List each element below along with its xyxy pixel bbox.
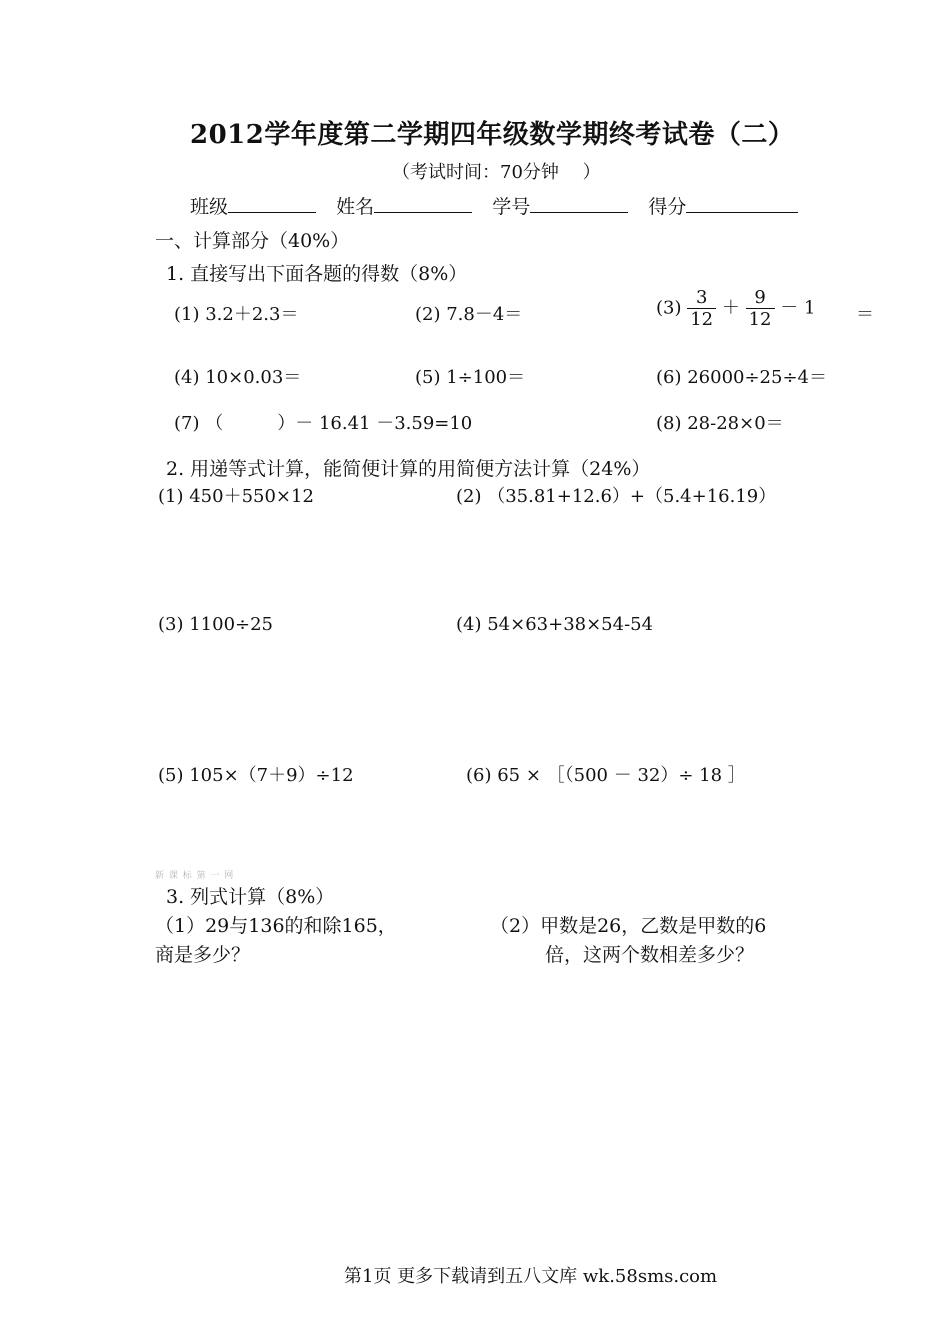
p1-q5: (5) 1÷100＝: [415, 367, 526, 388]
fraction-9-12: [746, 287, 775, 330]
exam-time: （考试时间：70分钟 ）: [392, 162, 601, 183]
part2-heading: 2. 用递等式计算，能简便计算的用简便方法计算（24%）: [166, 458, 651, 480]
student-number-blank[interactable]: [530, 192, 628, 213]
fraction-3-12: [687, 287, 716, 330]
minus-one: － 1: [780, 297, 816, 319]
p3-q2-line2: 倍，这两个数相差多少？: [545, 944, 755, 966]
fraction-denominator: 12: [687, 308, 716, 330]
p1-q8: (8) 28-28×0＝: [656, 413, 784, 434]
class-blank[interactable]: [228, 192, 316, 213]
part1-heading: 1. 直接写出下面各题的得数（8%）: [166, 263, 468, 285]
p2-q5: (5) 105×（7＋9）÷12: [158, 765, 354, 786]
fraction-numerator: 9: [754, 287, 766, 308]
class-label: 班级: [190, 196, 229, 218]
name-blank[interactable]: [374, 192, 472, 213]
student-info-row: [190, 192, 798, 219]
p2-q6: (6) 65 × ［（500 － 32）÷ 18 ］: [466, 765, 746, 786]
p1-q1: (1) 3.2＋2.3＝: [174, 304, 299, 325]
watermark: 新 课 标 第 一 网: [155, 871, 235, 881]
score-blank[interactable]: [686, 192, 798, 213]
student-number-label: 学号: [492, 196, 531, 218]
p1-q2: (2) 7.8－4＝: [415, 304, 523, 325]
p3-q1-line1: （1）29与136的和除165，: [155, 915, 397, 937]
page-title: 2012学年度第二学期四年级数学期终考试卷（二）: [190, 120, 795, 150]
fraction-denominator: 12: [746, 308, 775, 330]
p1-q4: (4) 10×0.03＝: [174, 367, 302, 388]
p1-q7: (7) （ ）－ 16.41 －3.59=10: [174, 413, 473, 434]
p1-q3-prefix: (3): [656, 297, 682, 319]
p2-q2: (2) （35.81+12.6）+（5.4+16.19）: [456, 486, 777, 507]
page-footer: 第1页 更多下载请到五八文库 wk.58sms.com: [344, 1266, 718, 1287]
p2-q3: (3) 1100÷25: [158, 614, 274, 635]
p2-q4: (4) 54×63+38×54-54: [456, 614, 654, 635]
fraction-numerator: 3: [695, 287, 708, 308]
p1-q6: (6) 26000÷25÷4＝: [656, 367, 827, 388]
score-label: 得分: [648, 196, 687, 218]
p2-q1: (1) 450＋550×12: [158, 486, 314, 507]
p3-q1-line2: 商是多少？: [155, 944, 251, 966]
p3-q2-line1: （2）甲数是26，乙数是甲数的6: [490, 915, 767, 937]
section1-heading: 一、计算部分（40%）: [155, 230, 350, 252]
p1-q3-equals: ＝: [856, 304, 874, 325]
plus-sign: ＋: [721, 297, 740, 319]
p1-q3: [656, 287, 815, 330]
part3-heading: 3. 列式计算（8%）: [166, 886, 335, 908]
name-label: 姓名: [336, 196, 375, 218]
